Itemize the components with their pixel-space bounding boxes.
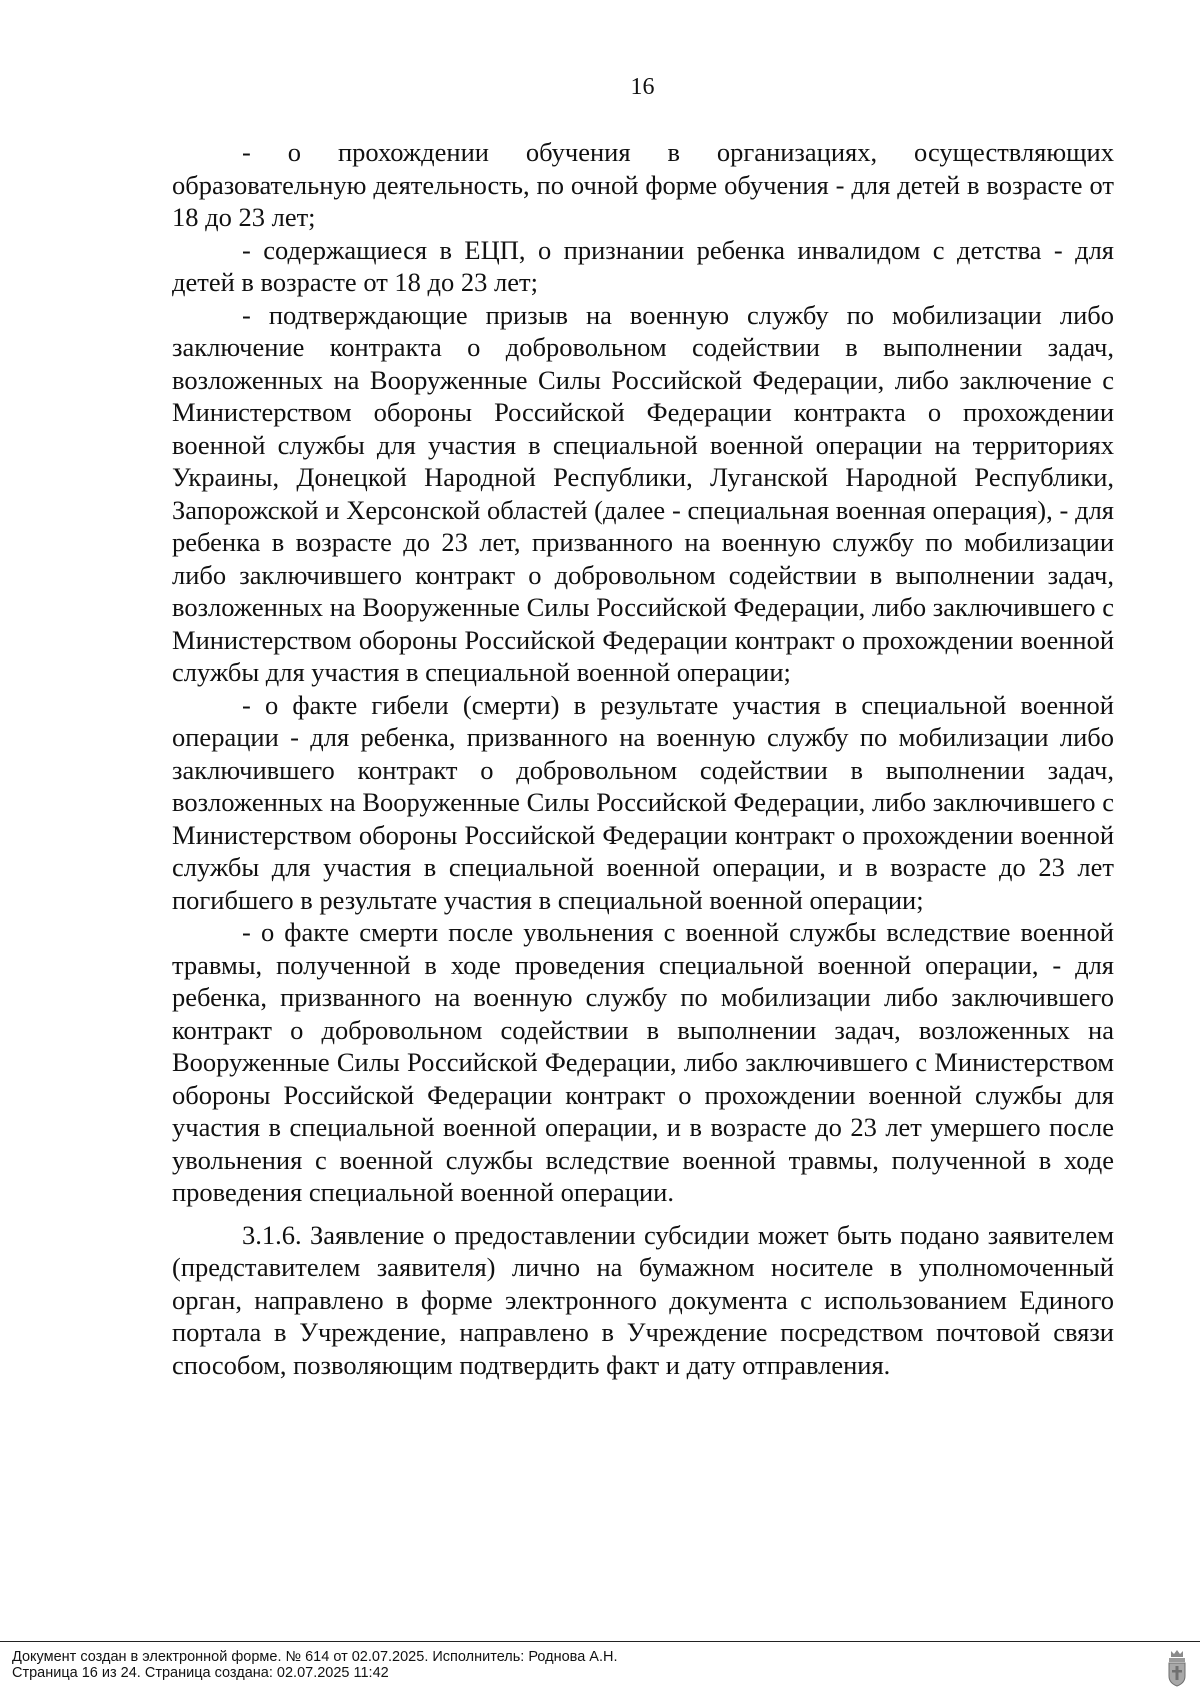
paragraph-disability: - содержащиеся в ЕЦП, о признании ребенка инвалидом с детства - для детей в возрасте от 18 до 23 лет; <box>172 234 1114 297</box>
footer-line-page-info: Страница 16 из 24. Страница создана: 02.07.2025 11:42 <box>12 1665 389 1681</box>
footer-divider <box>0 1641 1200 1642</box>
document-body <box>172 136 1114 1381</box>
paragraph-study: - о прохождении обучения в организациях, осуществляющих образовательную деятельность, по очной форме обучения - для детей в возрасте от 18 до 23 лет; <box>172 137 1114 232</box>
footer-line-document-info: Документ создан в электронной форме. № 614 от 02.07.2025. Исполнитель: Роднова А.Н. <box>12 1649 618 1665</box>
paragraph-3-1-6: 3.1.6. Заявление о предоставлении субсидии может быть подано заявителем (представителем заявителя) лично на бумажном носителе в уполномоченный орган, направлено в форме электронного документа с использованием Единого портала в Учреждение, направлено в Учреждение посредством почтовой связи способом, позволяющим подтвердить факт и дату отправления. <box>172 1219 1114 1380</box>
footer-text <box>12 1649 618 1681</box>
paragraph-death-in-operation: - о факте гибели (смерти) в результате участия в специальной военной операции - для ребенка, призванного на военную службу по мобилизации либо заключившего контракт о добровольном содействии в выполнении задач, возложенных на Вооруженные Силы Российской Федерации, либо заключившего с Министерством обороны Российской Федерации контракт о прохождении военной службы для участия в специальной военной операции, и в возрасте до 23 лет погибшего в результате участия в специальной военной операции; <box>172 689 1114 915</box>
page-number: 16 <box>630 74 655 100</box>
coat-of-arms-icon <box>1166 1648 1188 1688</box>
document-footer <box>0 1641 1200 1698</box>
paragraph-mobilization: - подтверждающие призыв на военную службу по мобилизации либо заключение контракта о добровольном содействии в выполнении задач, возложенных на Вооруженные Силы Российской Федерации, либо заключение с Министерством обороны Российской Федерации контракта о прохождении военной службы для участия в специальной военной операции на территориях Украины, Донецкой Народной Республики, Луганской Народной Республики, Запорожской и Херсонской областей (далее - специальная военная операция), - для ребенка в возрасте до 23 лет, призванного на военную службу по мобилизации либо заключившего контракт о добровольном содействии в выполнении задач, возложенных на Вооруженные Силы Российской Федерации, либо заключившего с Министерством обороны Российской Федерации контракт о прохождении военной службы для участия в специальной военной операции; <box>172 299 1114 687</box>
paragraph-death-after-discharge: - о факте смерти после увольнения с военной службы вследствие военной травмы, полученной в ходе проведения специальной военной операции, - для ребенка, призванного на военную службу по мобилизации либо заключившего контракт о добровольном содействии в выполнении задач, возложенных на Вооруженные Силы Российской Федерации, либо заключившего с Министерством обороны Российской Федерации контракт о прохождении военной службы для участия в специальной военной операции, и в возрасте до 23 лет умершего после увольнения с военной службы вследствие военной травмы, полученной в ходе проведения специальной военной операции. <box>172 917 1114 1207</box>
